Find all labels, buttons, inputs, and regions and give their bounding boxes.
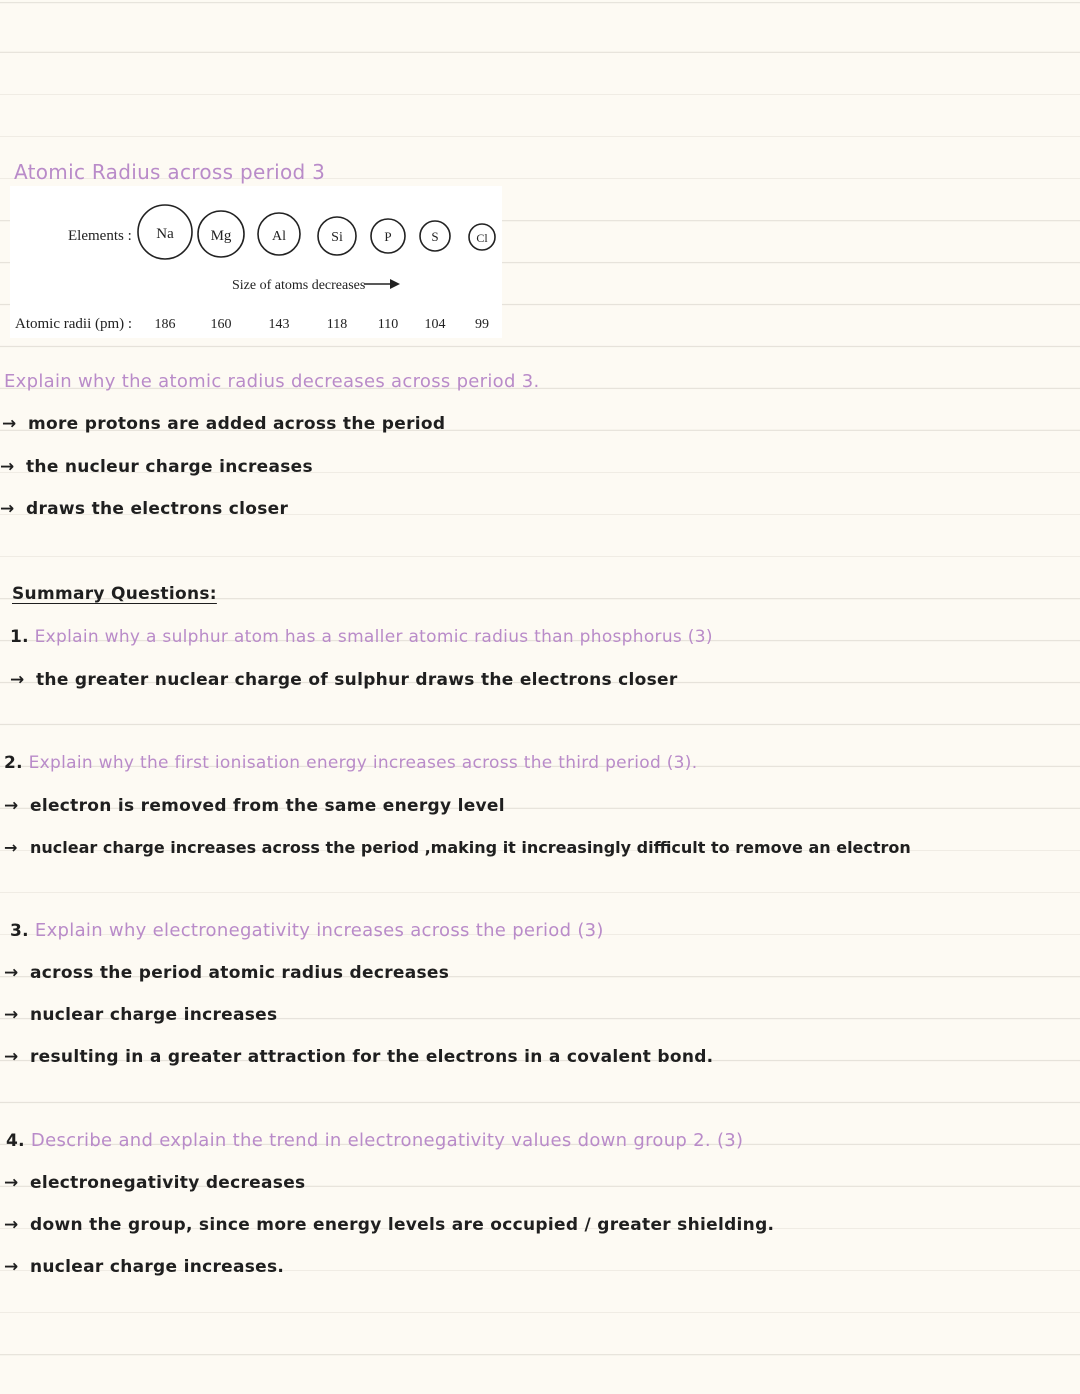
arrow-icon: →: [4, 796, 19, 816]
explain-point: [0, 497, 288, 521]
radius-value-mg: 160: [210, 317, 232, 332]
summary-heading: Summary Questions:: [12, 584, 217, 604]
answer-text: resulting in a greater attraction for the electrons in a covalent bond.: [30, 1047, 714, 1067]
answer-line: [4, 1003, 277, 1027]
answer-text: nuclear charge increases.: [30, 1257, 285, 1277]
answer-line: [4, 1171, 305, 1195]
element-symbol: Cl: [476, 231, 488, 245]
question-number: 2.: [4, 753, 23, 773]
element-p: [371, 219, 405, 253]
question-3: [10, 919, 604, 943]
page-title: Atomic Radius across period 3: [14, 160, 326, 184]
answer-line: [4, 1045, 713, 1069]
radius-value-cl: 99: [475, 317, 489, 332]
atomic-radius-diagram: [10, 186, 502, 338]
element-si: [318, 217, 356, 255]
element-symbol: P: [384, 229, 392, 244]
element-symbol: Na: [156, 226, 174, 242]
answer-text: the greater nuclear charge of sulphur draws the electrons closer: [36, 670, 678, 690]
element-na: [138, 205, 192, 259]
element-cl: [469, 224, 495, 250]
arrow-icon: →: [4, 838, 18, 857]
answer-text: nuclear charge increases across the period ,making it increasingly difficult to remove an electron: [30, 838, 911, 857]
question-4: [6, 1129, 743, 1153]
explain-point: [2, 412, 445, 436]
explain-point: [0, 455, 313, 479]
arrow-icon: →: [4, 1005, 19, 1025]
arrow-icon: →: [4, 1257, 19, 1277]
radius-value-si: 118: [326, 317, 348, 332]
question-number: 4.: [6, 1131, 25, 1151]
answer-text: nuclear charge increases: [30, 1005, 278, 1025]
radius-value-al: 143: [268, 317, 290, 332]
question-1: [10, 625, 713, 649]
radii-label: Atomic radii (pm) :: [15, 316, 133, 332]
arrow-icon: →: [4, 1215, 19, 1235]
arrow-icon: →: [4, 963, 19, 983]
question-2: [4, 751, 697, 775]
radius-value-p: 110: [377, 317, 399, 332]
question-text: Explain why the first ionisation energy increases across the third period (3).: [28, 753, 698, 773]
answer-text: electronegativity decreases: [30, 1173, 306, 1193]
diagram-svg: [10, 186, 502, 338]
answer-line: [4, 1213, 774, 1237]
answer-line: [10, 668, 678, 692]
question-number: 1.: [10, 627, 29, 647]
question-text: Explain why electronegativity increases across the period (3): [34, 920, 604, 941]
arrow-icon: →: [4, 1047, 19, 1067]
arrow-icon: →: [10, 670, 25, 690]
arrow-icon: →: [2, 414, 17, 434]
explain-question: Explain why the atomic radius decreases across period 3.: [4, 371, 540, 392]
explain-point-text: draws the electrons closer: [26, 499, 289, 519]
explain-point-text: more protons are added across the period: [28, 414, 446, 434]
element-symbol: Si: [331, 230, 343, 245]
element-symbol: Mg: [210, 228, 232, 244]
answer-text: across the period atomic radius decreases: [30, 963, 450, 983]
answer-line: [4, 836, 911, 860]
answer-text: down the group, since more energy levels are occupied / greater shielding.: [30, 1215, 775, 1235]
element-symbol: Al: [272, 229, 286, 244]
answer-line: [4, 1255, 284, 1279]
element-s: [420, 221, 450, 251]
trend-arrow-icon: [364, 279, 400, 289]
question-number: 3.: [10, 921, 29, 941]
answer-line: [4, 794, 505, 818]
answer-text: electron is removed from the same energy level: [30, 796, 505, 816]
element-mg: [198, 211, 244, 257]
element-symbol: S: [431, 229, 439, 244]
question-text: Describe and explain the trend in electronegativity values down group 2. (3): [30, 1130, 744, 1151]
answer-line: [4, 961, 449, 985]
trend-label: Size of atoms decreases: [232, 278, 366, 293]
radius-value-s: 104: [424, 317, 446, 332]
elements-label: Elements :: [68, 228, 132, 244]
element-al: [258, 213, 300, 255]
arrow-icon: →: [0, 499, 15, 519]
arrow-icon: →: [0, 457, 15, 477]
arrow-icon: →: [4, 1173, 19, 1193]
radius-value-na: 186: [154, 317, 176, 332]
question-text: Explain why a sulphur atom has a smaller atomic radius than phosphorus (3): [34, 627, 713, 647]
explain-point-text: the nucleur charge increases: [26, 457, 313, 477]
